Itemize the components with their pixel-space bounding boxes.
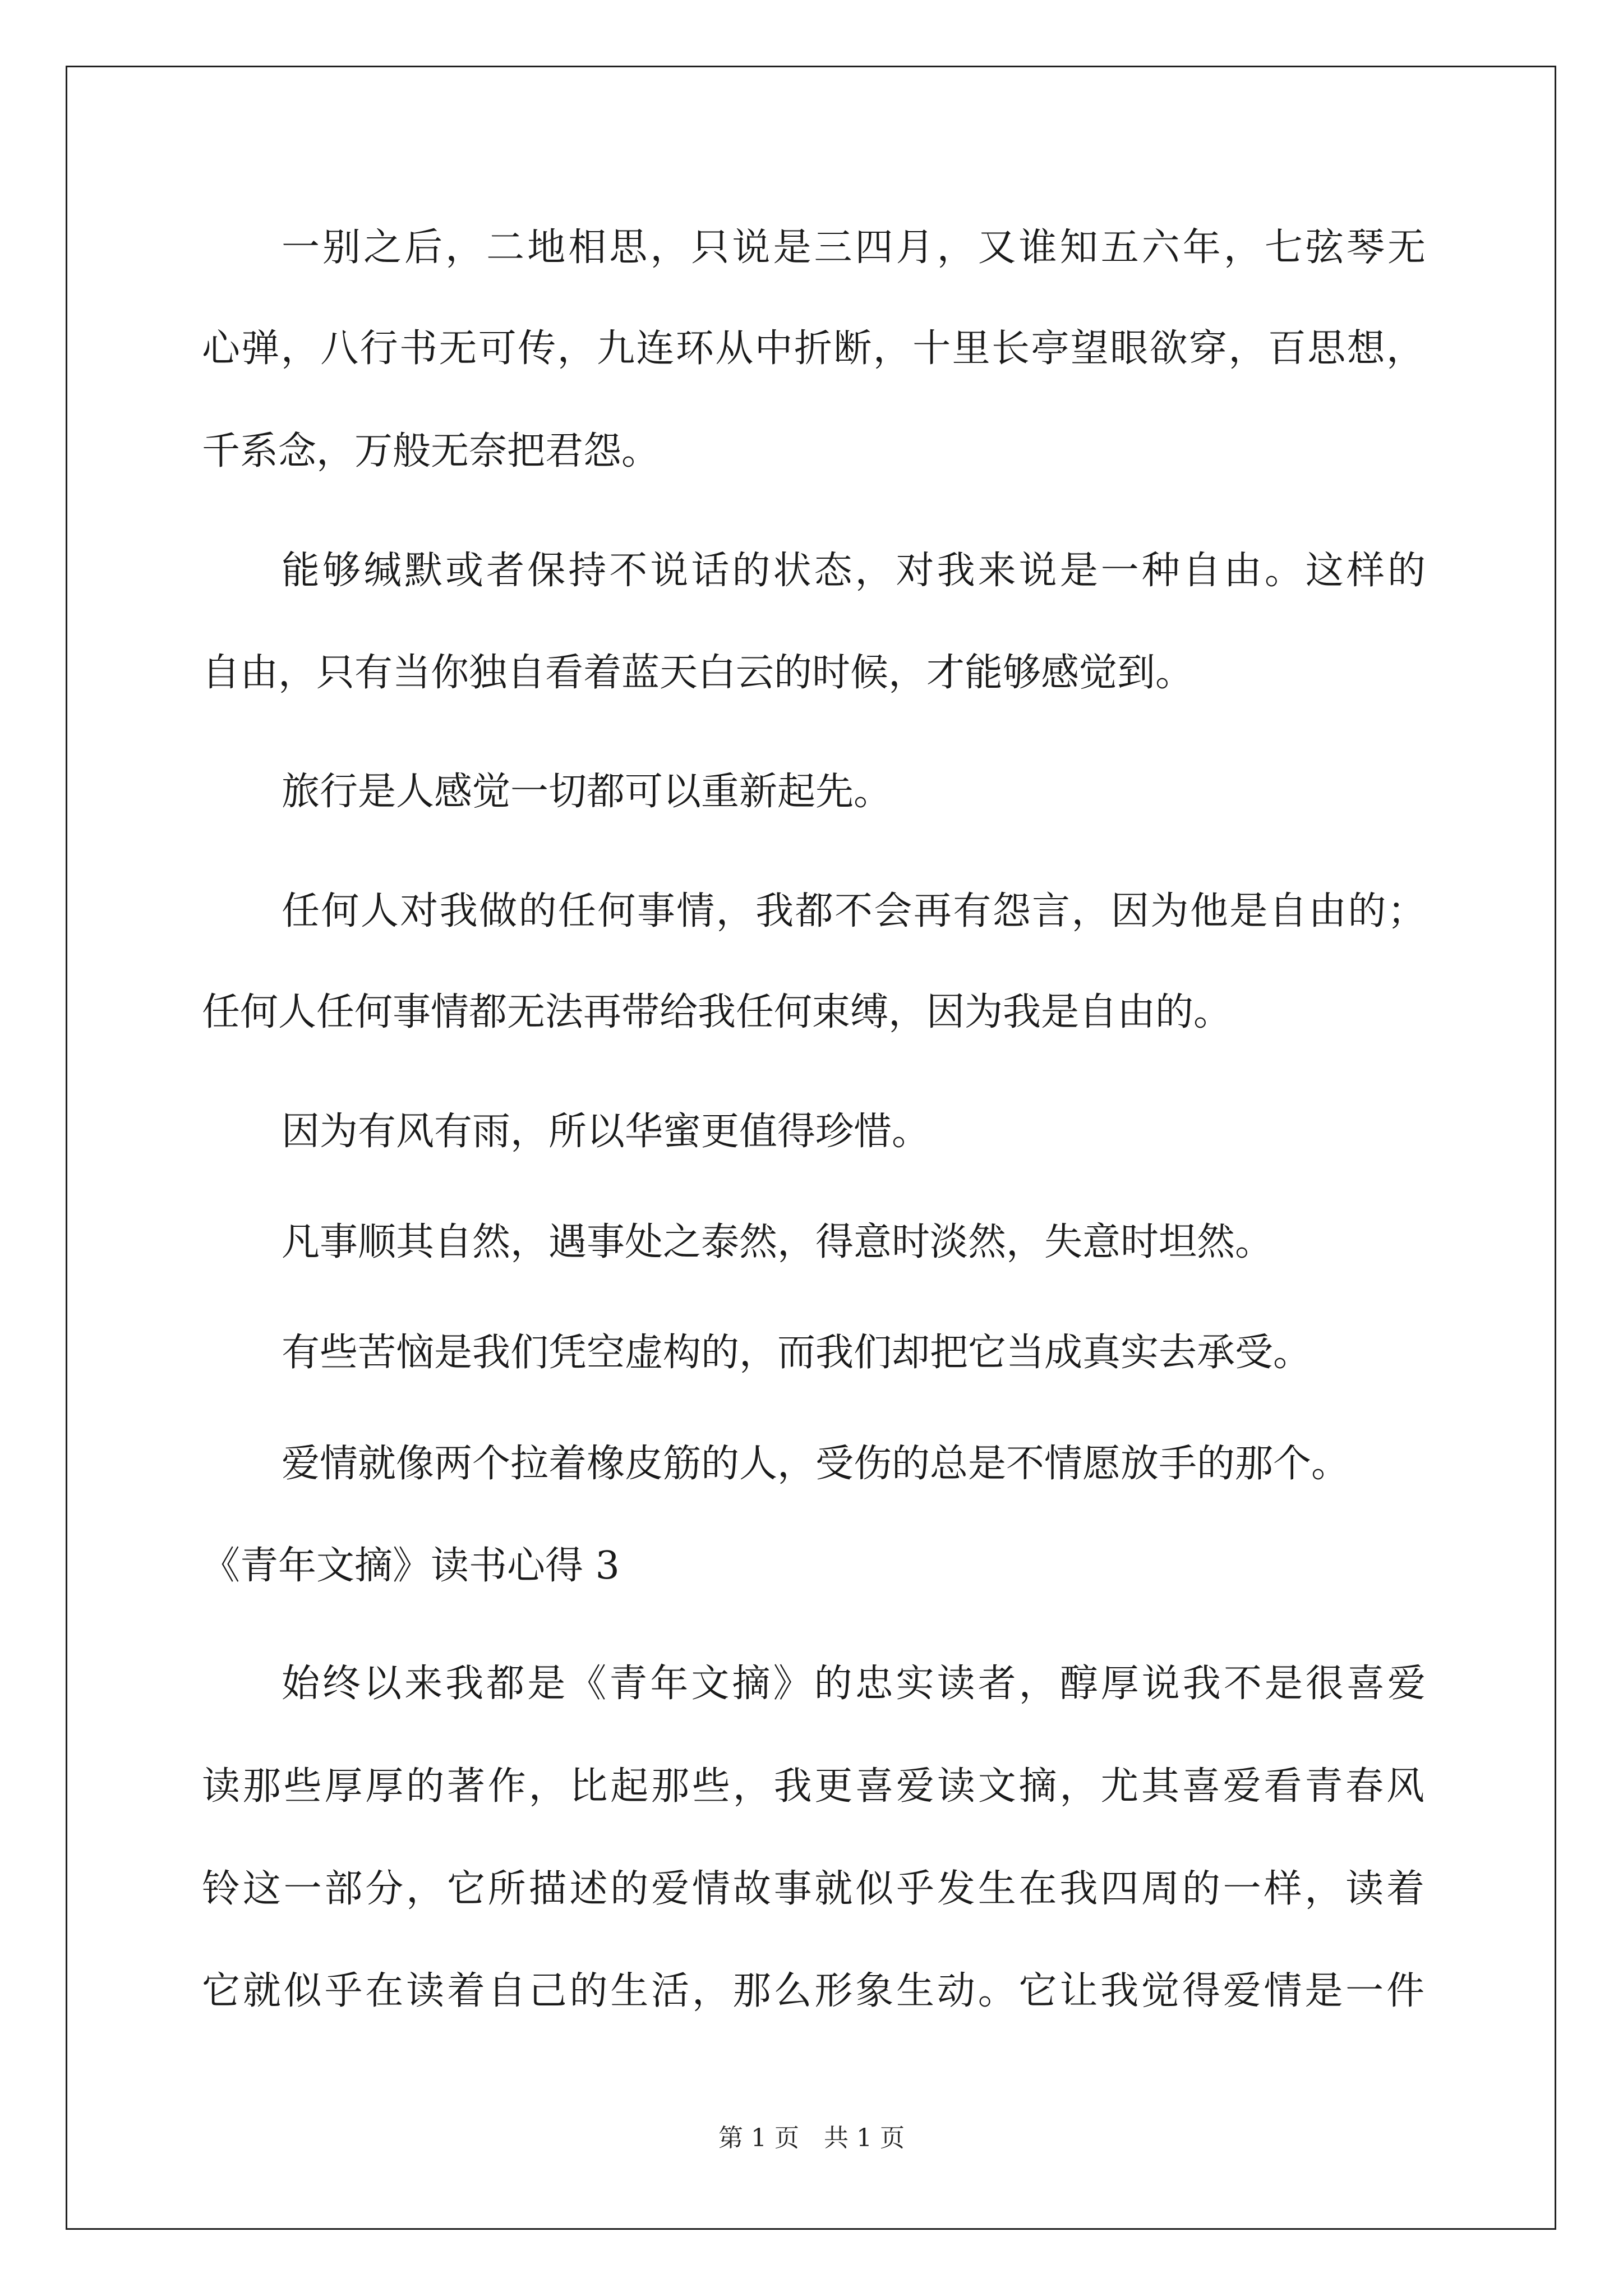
text-line: 一别之后，二地相思，只说是三四月，又谁知五六年，七弦琴无 [282, 226, 1426, 270]
text-line: 爱情就像两个拉着橡皮筋的人，受伤的总是不情愿放手的那个。 [282, 1442, 1350, 1486]
text-line: 因为有风有雨，所以华蜜更值得珍惜。 [282, 1110, 930, 1154]
text-line: 凡事顺其自然，遇事处之泰然，得意时淡然，失意时坦然。 [282, 1220, 1274, 1264]
text-line: 任何人任何事情都无法再带给我任何束缚，因为我是自由的。 [202, 990, 1232, 1034]
text-line: 始终以来我都是《青年文摘》的忠实读者，醇厚说我不是很喜爱 [282, 1662, 1426, 1706]
text-line: 千系念，万般无奈把君怨。 [202, 429, 660, 473]
text-line: 有些苦恼是我们凭空虚构的，而我们却把它当成真实去承受。 [282, 1331, 1312, 1375]
text-line: 旅行是人感觉一切都可以重新起先。 [282, 770, 892, 814]
text-line: 任何人对我做的任何事情，我都不会再有怨言，因为他是自由的； [282, 889, 1426, 933]
section-heading: 《青年文摘》读书心得 3 [202, 1544, 620, 1588]
text-line: 能够缄默或者保持不说话的状态，对我来说是一种自由。这样的 [282, 549, 1426, 593]
text-line: 读那些厚厚的著作，比起那些，我更喜爱读文摘，尤其喜爱看青春风 [202, 1764, 1424, 1809]
text-line: 自由，只有当你独自看着蓝天白云的时候，才能够感觉到。 [202, 651, 1194, 695]
text-line: 铃这一部分，它所描述的爱情故事就似乎发生在我四周的一样，读着 [202, 1867, 1424, 1911]
page-footer: 第 1 页 共 1 页 [718, 2124, 905, 2152]
text-line: 心弹，八行书无可传，九连环从中折断，十里长亭望眼欲穿，百思想， [202, 326, 1424, 371]
text-line: 它就似乎在读着自己的生活，那么形象生动。它让我觉得爱情是一件 [202, 1969, 1424, 2013]
